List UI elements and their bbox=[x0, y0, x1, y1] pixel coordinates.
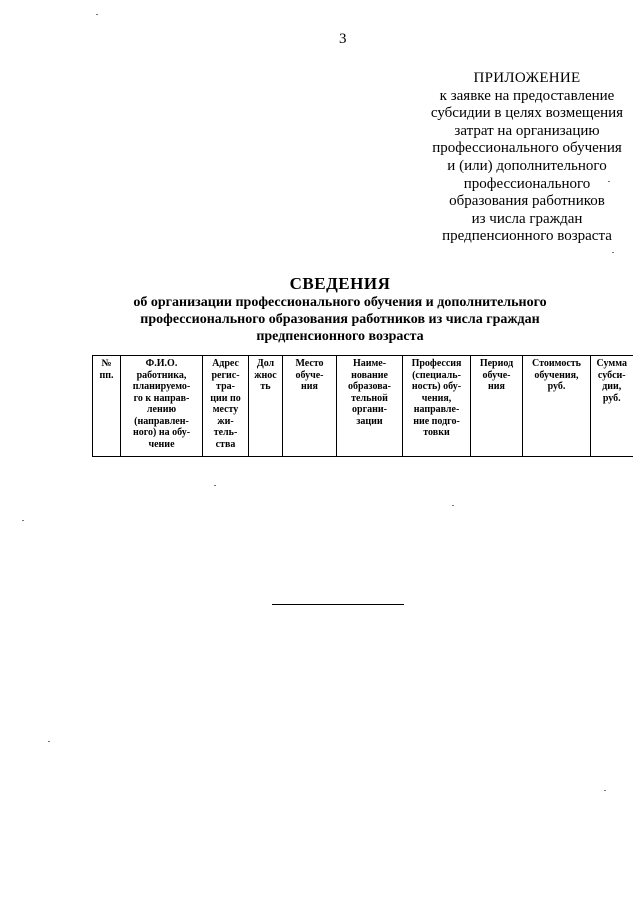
appendix-line: из числа граждан bbox=[471, 210, 583, 227]
heading-line: профессионального образования работников из числа граждан bbox=[140, 312, 540, 327]
header-line: ния bbox=[301, 381, 318, 392]
header-line: жнос bbox=[254, 369, 277, 381]
col-profession-header bbox=[403, 356, 471, 457]
appendix-line: профессионального bbox=[463, 175, 591, 192]
appendix-line: субсидии в целях возмещения bbox=[430, 105, 624, 122]
header-line: Наиме- bbox=[352, 358, 387, 369]
page-number: 3 bbox=[339, 31, 347, 47]
header-line: ние подго- bbox=[413, 415, 460, 427]
header-line: чение bbox=[148, 438, 175, 450]
header-line: планируемо- bbox=[132, 381, 191, 392]
header-line: лению bbox=[146, 404, 177, 415]
header-line: месту bbox=[212, 404, 239, 415]
col-position-header bbox=[249, 356, 283, 457]
heading-line: предпенсионного возраста bbox=[256, 329, 424, 344]
col-organization-header bbox=[337, 356, 403, 457]
header-line: обуче- bbox=[482, 369, 511, 381]
heading-line: об организации профессионального обучения и дополнительного bbox=[133, 295, 547, 310]
appendix-title: ПРИЛОЖЕНИЕ bbox=[473, 70, 581, 86]
header-line: чения, bbox=[421, 392, 452, 404]
header-line: тра- bbox=[216, 381, 235, 392]
col-cost-header bbox=[523, 356, 591, 457]
header-line: дии, bbox=[602, 381, 622, 392]
header-line: зации bbox=[356, 415, 383, 427]
col-subsidy-header bbox=[591, 356, 633, 457]
header-line: обуче- bbox=[295, 369, 324, 381]
col-place-header bbox=[283, 356, 337, 457]
header-line: Профессия bbox=[411, 358, 462, 369]
header-line: Ф.И.О. bbox=[145, 358, 178, 369]
header-line: тель- bbox=[213, 427, 238, 438]
appendix-line: и (или) дополнительного bbox=[447, 157, 607, 174]
header-line: регис- bbox=[211, 369, 240, 381]
header-line: обучения, bbox=[534, 369, 579, 381]
col-fio-header bbox=[121, 356, 203, 457]
col-address-header bbox=[203, 356, 249, 457]
header-line: органи- bbox=[352, 404, 387, 415]
signature-line bbox=[272, 604, 404, 605]
header-line: Сумма bbox=[596, 358, 627, 369]
header-line: (направлен- bbox=[134, 415, 189, 427]
header-line: (специаль- bbox=[412, 369, 461, 381]
appendix-line: предпенсионного возраста bbox=[442, 228, 612, 245]
appendix-line: затрат на организацию bbox=[454, 122, 600, 139]
header-line: ства bbox=[215, 438, 236, 450]
header-line: тельной bbox=[351, 392, 388, 404]
header-line: № bbox=[101, 358, 112, 369]
form-table bbox=[92, 355, 633, 457]
appendix-line: образования работников bbox=[449, 193, 605, 210]
appendix-line: к заявке на предоставление bbox=[439, 87, 615, 104]
header-line: Дол bbox=[256, 358, 275, 369]
header-line: ность) обу- bbox=[411, 381, 462, 392]
header-line: руб. bbox=[602, 392, 621, 404]
col-number-header bbox=[93, 356, 121, 457]
header-line: ть bbox=[260, 381, 271, 392]
header-line: руб. bbox=[547, 381, 566, 392]
header-line: нование bbox=[351, 369, 388, 381]
col-period-header bbox=[471, 356, 523, 457]
header-line: ции по bbox=[210, 392, 241, 404]
header-line: направле- bbox=[413, 404, 460, 415]
header-line: работника, bbox=[136, 369, 187, 381]
table-header-row bbox=[93, 356, 633, 457]
header-line: Адрес bbox=[212, 358, 239, 369]
appendix-block bbox=[414, 70, 640, 246]
header-line: пп. bbox=[99, 369, 114, 381]
header-line: ного) на обу- bbox=[132, 427, 191, 438]
header-line: субси- bbox=[597, 369, 626, 381]
header-line: образова- bbox=[347, 381, 391, 392]
header-line: Период bbox=[479, 358, 514, 369]
header-line: ния bbox=[488, 381, 505, 392]
appendix-line: профессионального обучения bbox=[432, 140, 622, 157]
document-title: СВЕДЕНИЯ bbox=[289, 274, 391, 293]
document-heading bbox=[90, 274, 590, 345]
header-line: Место bbox=[295, 358, 324, 369]
header-line: жи- bbox=[217, 415, 234, 427]
header-line: Стоимость bbox=[532, 358, 581, 369]
header-line: товки bbox=[423, 427, 450, 438]
header-line: го к направ- bbox=[133, 392, 190, 404]
